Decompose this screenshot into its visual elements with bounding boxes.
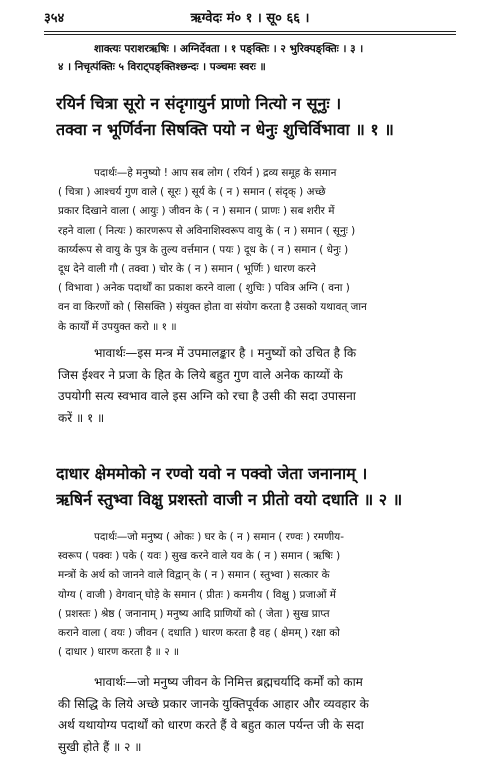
- mantra-2: [56, 461, 464, 513]
- text-line: कराने वाला ( वयः ) जीवन ( दधाति ) धारण करता है वह ( क्षेमम् ) रक्षा को: [58, 627, 340, 640]
- text-line: दूध देने वाली गौ ( तक्वा ) चोर के ( न ) समान ( भूर्णिः ) धारण करने: [58, 263, 316, 276]
- mantra-line: ऋषिर्न स्तुभ्वा विक्षु प्रशस्तो वाजी न प्रीतो वयो दधाति ॥ २ ॥: [56, 490, 403, 509]
- text-line: ( चित्रा ) आश्चर्य गुण वाले ( सूरः ) सूर्य के ( न ) समान ( संदृक् ) अच्छे: [58, 186, 326, 199]
- padartha-2: [58, 528, 458, 662]
- text-line: वन वा किरणों को ( सिसक्ति ) संयुक्त होता वा संयोग करता है उसको यथावत् जान: [58, 301, 367, 314]
- bhavartha-2: [58, 672, 458, 758]
- text-line: जिस ईश्वर ने प्रजा के हित के लिये बहुत गुण वाले अनेक काय्यों के: [58, 367, 343, 382]
- text-line: के कार्यों में उपयुक्त करो ॥ १ ॥: [58, 320, 177, 333]
- page-header: [44, 8, 456, 28]
- running-title: ऋग्वेदः मं० १ । सू० ६६ ।: [190, 11, 310, 26]
- text-line: पदार्थः—जो मनुष्य ( ओकः ) घर के ( न ) समान ( रण्वः ) रमणीय-: [94, 531, 344, 543]
- text-line: उपयोगी सत्य स्वभाव वाले इस अग्नि को रचा है उसी की सदा उपासना: [58, 389, 356, 403]
- text-line: पदार्थः—हे मनुष्यो ! आप सब लोग ( रयिर्न ) द्रव्य समूह के समान: [94, 167, 337, 179]
- text-line: ( विभावा ) अनेक पदार्थों का प्रकाश करने वाला ( शुचिः ) पवित्र अग्नि ( वना ): [58, 282, 350, 295]
- text-line: कार्य्यरूप से वायु के पुत्र के तुल्य वर्त्तमान ( पयः ) दूध के ( न ) समान ( धेनुः ): [58, 243, 349, 256]
- mantra-metadata: [58, 40, 456, 76]
- text-line: योग्य ( वाजी ) वेगवान् घोड़े के समान ( प्रीतः ) कमनीय ( विक्षु ) प्रजाओं में: [58, 588, 336, 601]
- text-line: मन्त्रों के अर्थ को जानने वाले विद्वान् के ( न ) समान ( स्तुभ्वा ) सत्कार के: [58, 569, 330, 582]
- text-line: भावार्थः—जो मनुष्य जीवन के निमित्त ब्रह्मचर्यादि कर्मों को काम: [94, 675, 363, 689]
- bhavartha-1: [58, 343, 458, 429]
- page-number: ३५४: [44, 11, 65, 26]
- mantra-1: [56, 91, 464, 143]
- text-line: ( प्रशस्तः ) श्रेष्ठ ( जनानाम् ) मनुष्य आदि प्राणियों को ( जेता ) सुख प्राप्त: [58, 607, 330, 620]
- text-line: सुखी होते हैं ॥ २ ॥: [58, 739, 142, 754]
- header-rule-top: [44, 31, 456, 32]
- metadata-line: ४ । निचृत्पंक्तिः ५ विराट्पङ्क्तिश्छन्दः । पञ्चमः स्वरः ॥: [58, 61, 266, 73]
- text-line: प्रकार दिखाने वाला ( आयुः ) जीवन के ( न ) समान ( प्राणः ) सब शरीर में: [58, 205, 335, 218]
- text-line: करें ॥ १ ॥: [58, 410, 105, 425]
- mantra-line: दाधार क्षेममोको न रण्वो यवो न पक्वो जेता जनानाम् ।: [56, 464, 368, 483]
- text-line: अर्थ यथायोग्य पदार्थों को धारण करते हैं वे बहुत काल पर्यन्त जी के सदा: [58, 718, 364, 732]
- padartha-1: [58, 164, 458, 337]
- text-line: रहने वाला ( नित्यः ) कारणरूप से अविनाशिस्वरूप वायु के ( न ) समान ( सूनुः ): [58, 224, 356, 237]
- text-line: की सिद्धि के लिये अच्छे प्रकार जानके युक्तिपूर्वक आहार और व्यवहार के: [58, 696, 369, 711]
- text-line: स्वरूप ( पक्वः ) पके ( यवः ) सुख करने वाले यव के ( न ) समान ( ऋषिः ): [58, 550, 341, 563]
- mantra-line: रयिर्न चित्रा सूरो न संदृगायुर्न प्राणो नित्यो न सूनुः ।: [56, 94, 342, 113]
- text-line: ( दाधार ) धारण करता है ॥ २ ॥: [58, 646, 180, 659]
- mantra-line: तक्वा न भूर्णिर्वना सिषक्ति पयो न धेनुः शुचिर्विभावा ॥ १ ॥: [56, 120, 394, 139]
- header-rule-bottom: [44, 34, 456, 35]
- text-line: भावार्थः—इस मन्त्र में उपमालङ्कार है । मनुष्यों को उचित है कि: [94, 346, 357, 360]
- metadata-line: शाक्त्यः पराशरऋषिः । अग्निर्देवता । १ पङ्क्तिः । २ भुरिक्पङ्क्तिः । ३ ।: [94, 43, 364, 55]
